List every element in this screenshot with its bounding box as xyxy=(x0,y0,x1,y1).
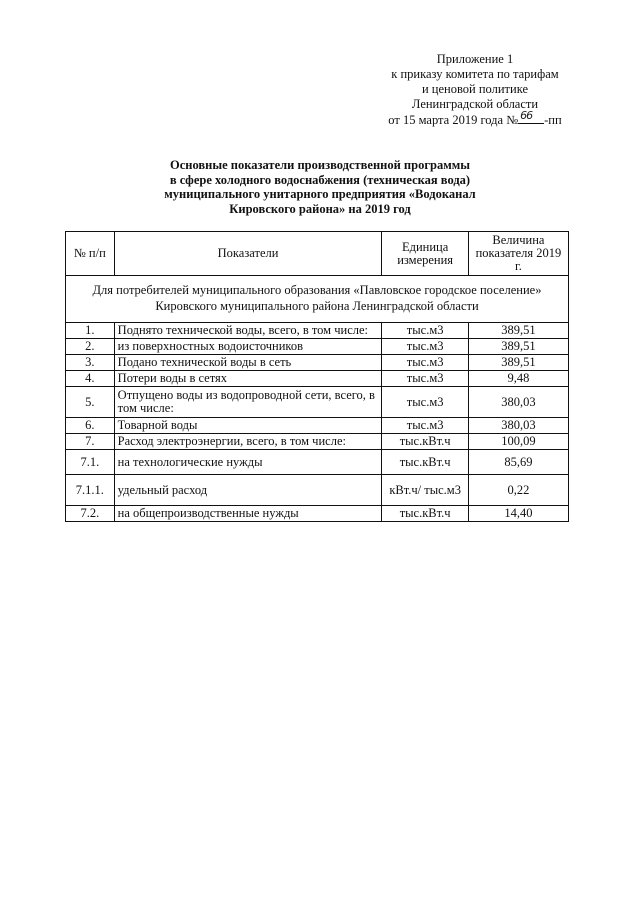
table-row xyxy=(66,371,569,387)
table-row xyxy=(66,506,569,522)
row-unit: тыс.м3 xyxy=(382,418,468,434)
row-num: 7.2. xyxy=(66,506,115,522)
row-value: 389,51 xyxy=(468,355,568,371)
annex-header xyxy=(360,52,590,128)
table-row xyxy=(66,387,569,418)
row-unit: тыс.м3 xyxy=(382,387,468,418)
row-value: 389,51 xyxy=(468,323,568,339)
row-num: 1. xyxy=(66,323,115,339)
row-indicator: Поднято технической воды, всего, в том числе: xyxy=(114,323,382,339)
order-number-blank xyxy=(518,109,544,124)
title-line-2: в сфере холодного водоснабжения (техническая вода) xyxy=(169,172,471,187)
table-row xyxy=(66,418,569,434)
row-num: 2. xyxy=(66,339,115,355)
annex-date-line xyxy=(360,109,590,128)
row-unit: тыс.м3 xyxy=(382,323,468,339)
annex-line-1: Приложение 1 xyxy=(436,52,514,66)
row-value: 380,03 xyxy=(468,418,568,434)
table-row xyxy=(66,323,569,339)
row-value: 9,48 xyxy=(468,371,568,387)
row-indicator: Подано технической воды в сеть xyxy=(114,355,382,371)
row-indicator: на технологические нужды xyxy=(114,450,382,475)
table-row xyxy=(66,450,569,475)
row-unit: тыс.кВт.ч xyxy=(382,434,468,450)
order-number-handwritten: 66 xyxy=(520,109,533,122)
table-row xyxy=(66,475,569,506)
annex-line-2: к приказу комитета по тарифам xyxy=(391,67,559,81)
table-row xyxy=(66,355,569,371)
row-unit: тыс.кВт.ч xyxy=(382,506,468,522)
row-indicator: на общепроизводственные нужды xyxy=(114,506,382,522)
row-num: 5. xyxy=(66,387,115,418)
row-indicator: удельный расход xyxy=(114,475,382,506)
table-header-row xyxy=(66,232,569,276)
annex-number-suffix: -пп xyxy=(544,113,562,127)
row-unit: тыс.м3 xyxy=(382,371,468,387)
annex-line-3: и ценовой политике xyxy=(421,82,529,96)
row-indicator: Отпущено воды из водопроводной сети, всего, в том числе: xyxy=(114,387,382,418)
document-title xyxy=(150,158,490,216)
row-unit: тыс.м3 xyxy=(382,339,468,355)
row-num: 7.1. xyxy=(66,450,115,475)
row-num: 7.1.1. xyxy=(66,475,115,506)
table-row xyxy=(66,339,569,355)
row-indicator: Потери воды в сетях xyxy=(114,371,382,387)
row-value: 100,09 xyxy=(468,434,568,450)
header-unit: Единица измерения xyxy=(382,232,468,276)
row-num: 4. xyxy=(66,371,115,387)
row-indicator: из поверхностных водоисточников xyxy=(114,339,382,355)
row-num: 3. xyxy=(66,355,115,371)
title-line-1: Основные показатели производственной программы xyxy=(169,158,471,172)
section-line-1: Для потребителей муниципального образования «Павловское городское поселение» xyxy=(92,283,542,297)
row-value: 14,40 xyxy=(468,506,568,522)
row-indicator: Товарной воды xyxy=(114,418,382,434)
row-value: 85,69 xyxy=(468,450,568,475)
row-unit: кВт.ч/ тыс.м3 xyxy=(382,475,468,506)
row-value: 380,03 xyxy=(468,387,568,418)
annex-date-prefix: от 15 марта 2019 года № xyxy=(388,113,519,127)
row-num: 7. xyxy=(66,434,115,450)
title-line-4: Кировского района» на 2019 год xyxy=(229,201,411,216)
title-line-3: муниципального унитарного предприятия «Водоканал xyxy=(164,187,476,201)
section-line-2: Кировского муниципального района Ленинградской области xyxy=(155,299,479,313)
row-value: 0,22 xyxy=(468,475,568,506)
row-unit: тыс.м3 xyxy=(382,355,468,371)
row-indicator: Расход электроэнергии, всего, в том числе: xyxy=(114,434,382,450)
indicators-table xyxy=(65,231,569,522)
section-caption xyxy=(66,276,569,323)
table-row xyxy=(66,434,569,450)
section-row xyxy=(66,276,569,323)
row-num: 6. xyxy=(66,418,115,434)
row-value: 389,51 xyxy=(468,339,568,355)
header-num: № п/п xyxy=(66,232,115,276)
header-indicator: Показатели xyxy=(114,232,382,276)
row-unit: тыс.кВт.ч xyxy=(382,450,468,475)
header-value: Величина показателя 2019 г. xyxy=(468,232,568,276)
annex-line-4: Ленинградской области xyxy=(411,97,539,111)
